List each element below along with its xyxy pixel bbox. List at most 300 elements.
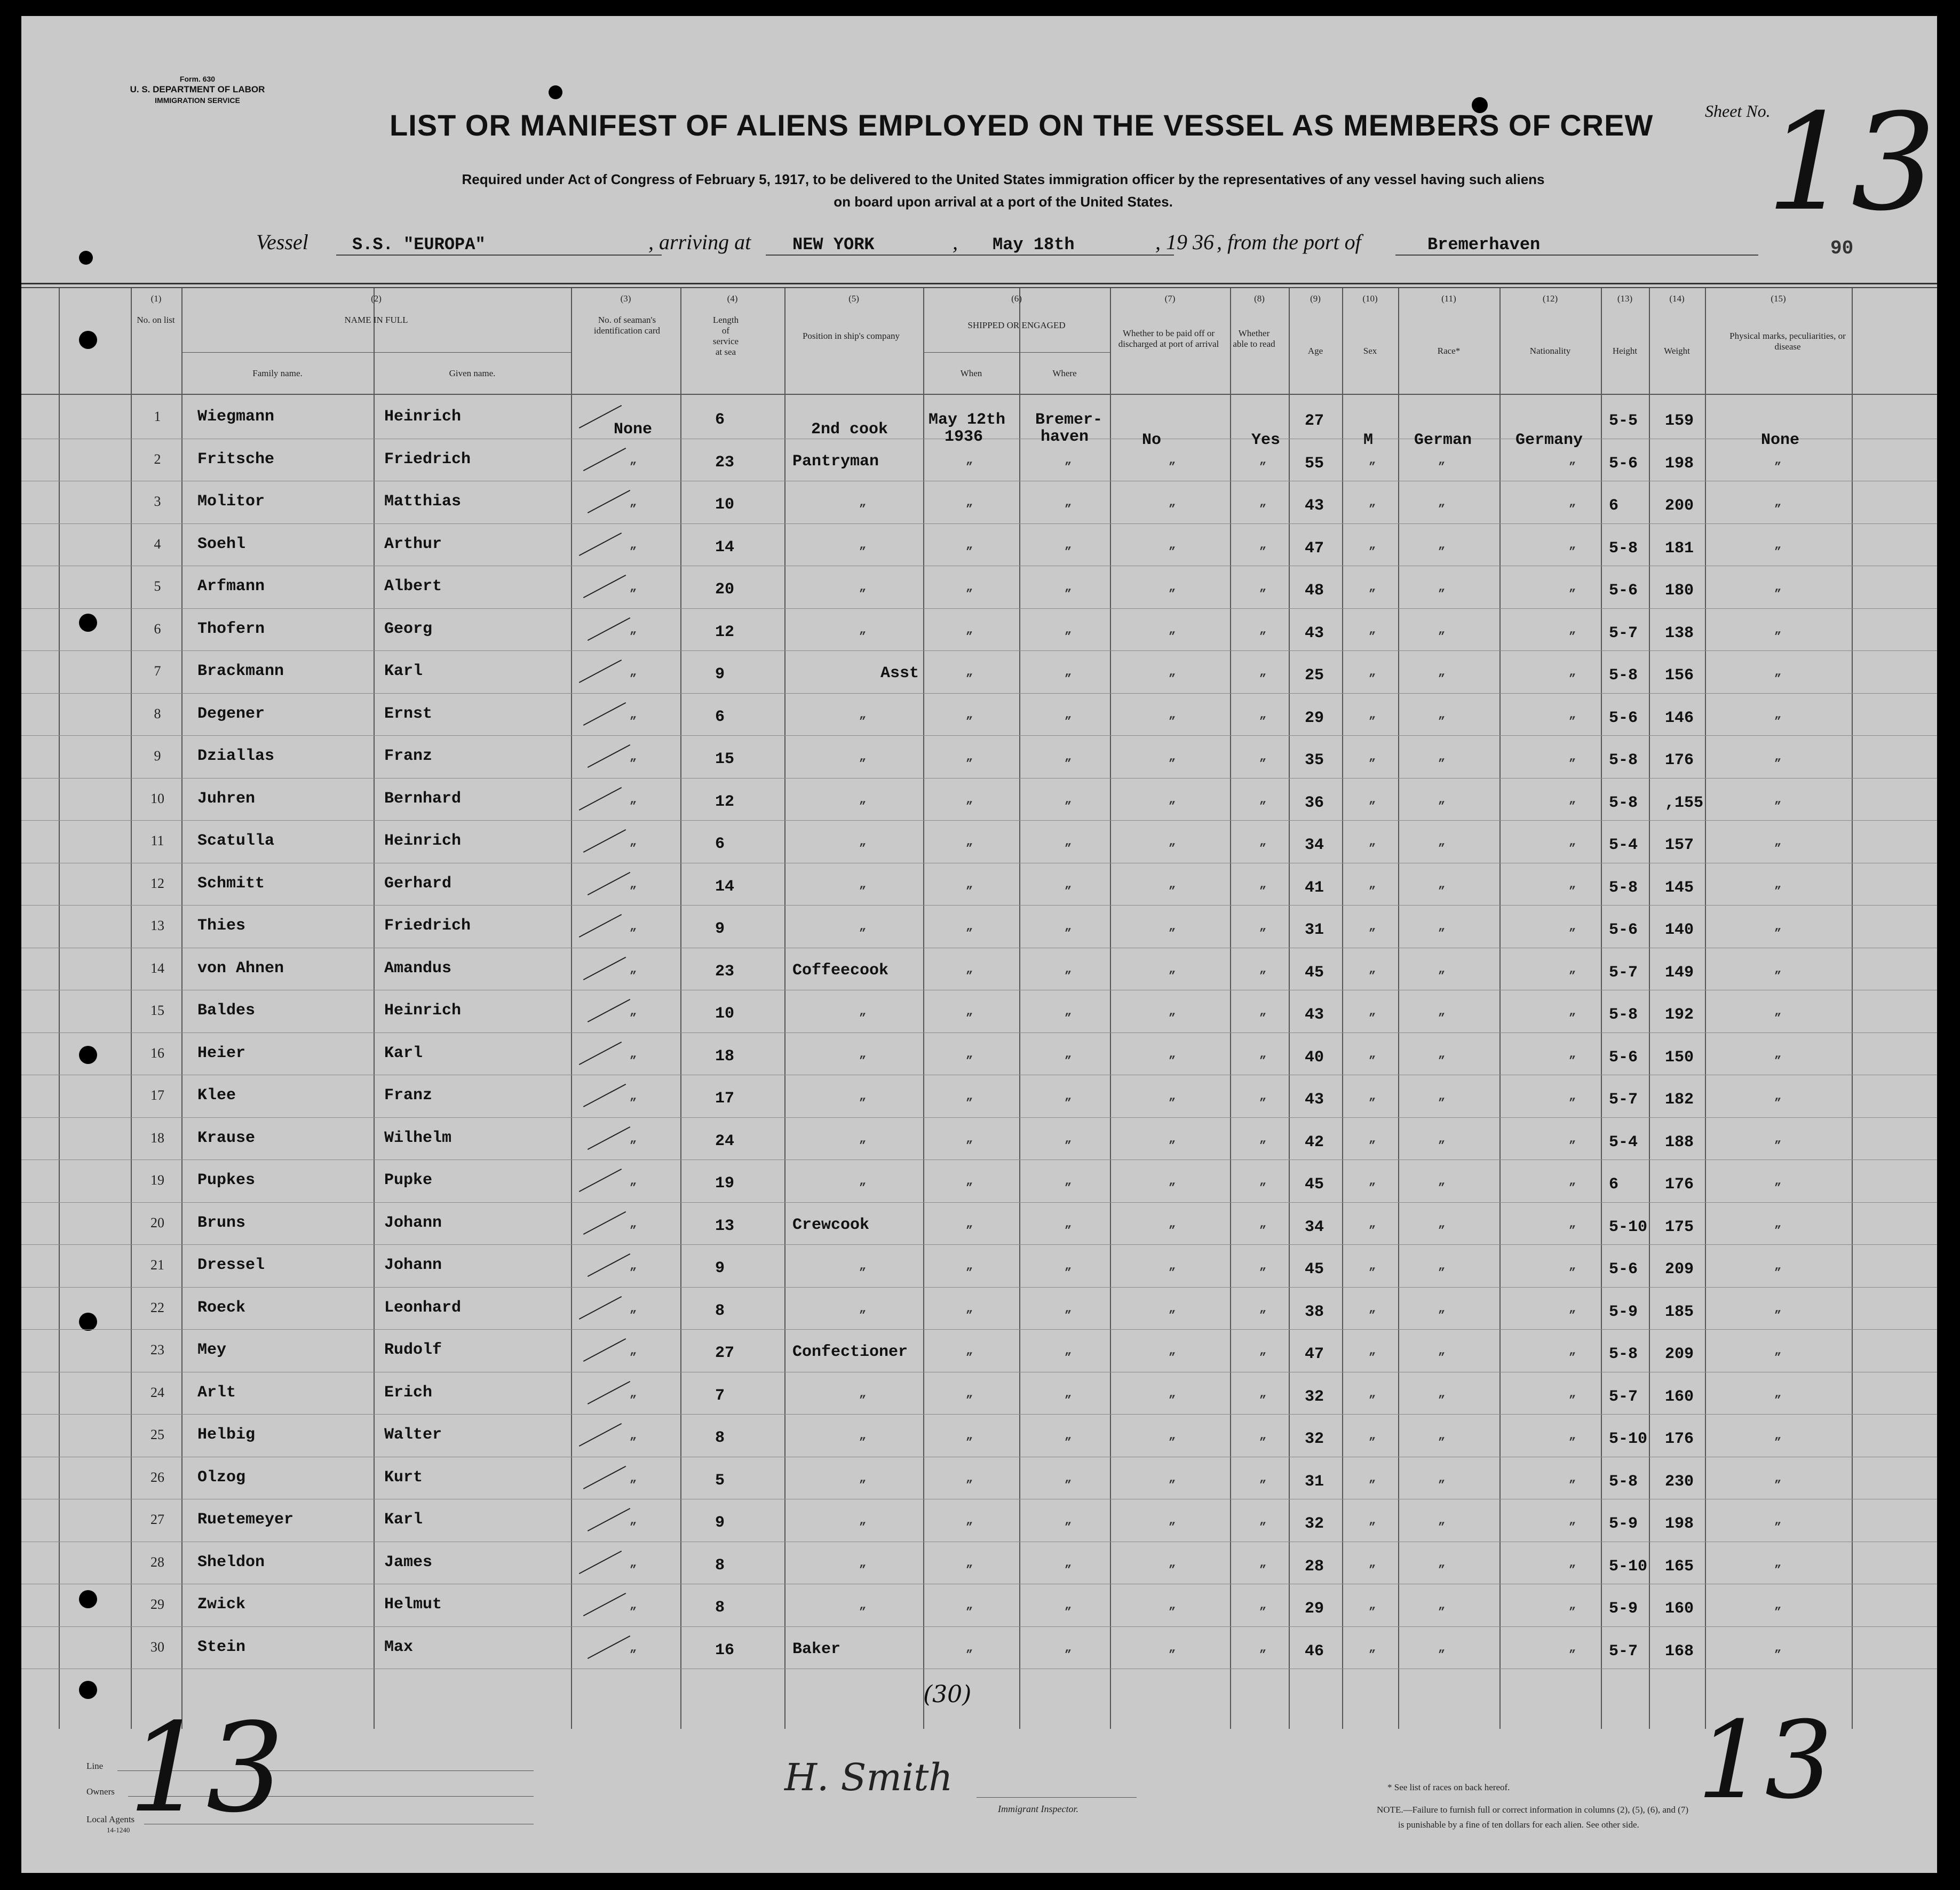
height: 5-6: [1609, 454, 1638, 473]
ditto-mark: „: [1569, 792, 1576, 806]
ditto-mark: „: [859, 1471, 867, 1485]
service-years: 5: [715, 1471, 725, 1490]
ditto-mark: „: [1369, 835, 1376, 848]
ditto-mark: „: [859, 1090, 867, 1103]
ditto-mark: „: [1774, 453, 1782, 467]
ditto-mark: „: [1569, 962, 1576, 976]
height: 6: [1609, 1176, 1619, 1194]
ditto-mark: „: [859, 623, 867, 637]
column-number: (6): [1011, 293, 1022, 304]
header-height: Height: [1612, 346, 1638, 356]
ditto-mark: „: [1169, 453, 1176, 467]
given-name: Karl: [384, 662, 423, 680]
ditto-mark: „: [859, 1005, 867, 1018]
ditto-mark: „: [630, 496, 637, 509]
ditto-mark: „: [1169, 1217, 1176, 1230]
ditto-mark: „: [1774, 920, 1782, 933]
card-slash-mark: [583, 1084, 626, 1107]
ditto-mark: „: [630, 1259, 637, 1273]
ditto-mark: „: [1259, 1599, 1267, 1612]
ditto-mark: „: [1369, 1641, 1376, 1655]
family-name: von Ahnen: [197, 959, 284, 978]
ditto-mark: „: [1259, 792, 1267, 806]
age: 45: [1305, 1176, 1324, 1194]
ditto-mark: „: [1259, 1344, 1267, 1357]
ditto-mark: „: [1169, 1132, 1176, 1146]
row-number: 2: [154, 451, 161, 467]
ditto-mark: „: [859, 1259, 867, 1273]
given-name: Max: [384, 1638, 414, 1656]
given-name: Ernst: [384, 704, 433, 723]
weight: 138: [1665, 624, 1694, 642]
row-number: 20: [150, 1214, 164, 1230]
row-number: 11: [150, 833, 164, 848]
ditto-mark: „: [1438, 1386, 1446, 1400]
ditto-mark: „: [1774, 1005, 1782, 1018]
ditto-mark: „: [1065, 496, 1072, 509]
weight: 159: [1665, 412, 1694, 430]
row-number: 13: [150, 918, 164, 933]
ditto-mark: „: [1774, 623, 1782, 637]
ditto-mark: „: [1774, 708, 1782, 721]
ditto-mark: „: [859, 792, 867, 806]
ditto-mark: „: [1259, 453, 1267, 467]
ditto-mark: „: [859, 750, 867, 764]
ditto-mark: „: [1569, 877, 1576, 891]
age: 31: [1305, 921, 1324, 939]
ditto-mark: „: [966, 750, 973, 764]
ditto-mark: „: [1774, 1344, 1782, 1357]
ditto-mark: „: [1569, 665, 1576, 679]
weight: 165: [1665, 1557, 1694, 1576]
ditto-mark: „: [1438, 581, 1446, 594]
ditto-mark: „: [1438, 1005, 1446, 1018]
ditto-mark: „: [1369, 920, 1376, 933]
ditto-mark: „: [1065, 1386, 1072, 1400]
ditto-mark: „: [1438, 1471, 1446, 1485]
given-name: Walter: [384, 1426, 442, 1444]
ditto-mark: „: [1169, 623, 1176, 637]
ditto-mark: „: [1438, 1217, 1446, 1230]
ditto-mark: „: [1569, 920, 1576, 933]
ditto-mark: „: [1569, 1514, 1576, 1527]
column-rule: [1705, 288, 1706, 1729]
comma-sep: ,: [953, 230, 958, 254]
weight: 185: [1665, 1303, 1694, 1321]
ditto-mark: „: [966, 1599, 973, 1612]
year-value: 36: [1193, 230, 1214, 254]
card-slash-mark: [588, 1253, 630, 1277]
height: 5-7: [1609, 624, 1638, 642]
row-number: 27: [150, 1512, 164, 1527]
age: 48: [1305, 582, 1324, 600]
card-slash-mark: [579, 1296, 622, 1319]
weight: 176: [1665, 751, 1694, 769]
service-years: 8: [715, 1301, 725, 1320]
given-name: Johann: [384, 1256, 442, 1274]
ditto-mark: „: [630, 877, 637, 891]
family-name: Klee: [197, 1086, 236, 1105]
ditto-mark: „: [1259, 962, 1267, 976]
column-rule: [131, 288, 132, 1729]
given-name: Franz: [384, 1086, 433, 1105]
row-number: 4: [154, 536, 161, 552]
height: 5-4: [1609, 1133, 1638, 1152]
ditto-mark: „: [1774, 1259, 1782, 1273]
given-name: Johann: [384, 1213, 442, 1232]
given-name: Helmut: [384, 1595, 442, 1614]
family-name: Soehl: [197, 535, 246, 553]
ditto-mark: „: [1438, 792, 1446, 806]
weight: 149: [1665, 963, 1694, 982]
row1-when-line2: 1936: [945, 428, 983, 446]
ditto-mark: „: [630, 1005, 637, 1018]
service-years: 6: [715, 411, 725, 429]
ditto-mark: „: [966, 1217, 973, 1230]
family-name: Helbig: [197, 1426, 256, 1444]
weight: 160: [1665, 1600, 1694, 1618]
given-name: Wilhelm: [384, 1129, 452, 1147]
ditto-mark: „: [1774, 877, 1782, 891]
ditto-mark: „: [1569, 1429, 1576, 1442]
given-name: Franz: [384, 747, 433, 765]
service-years: 17: [715, 1090, 735, 1108]
row-rule: [21, 905, 1937, 906]
ditto-mark: „: [1369, 453, 1376, 467]
ditto-mark: „: [1774, 1599, 1782, 1612]
card-slash-mark: [588, 871, 630, 895]
age: 27: [1305, 412, 1324, 430]
ditto-mark: „: [1774, 1301, 1782, 1315]
ditto-mark: „: [1259, 496, 1267, 509]
service-years: 6: [715, 835, 725, 853]
column-rule: [680, 288, 681, 1729]
row1-where-line1: Bremer-: [1035, 411, 1103, 429]
column-number: (14): [1669, 293, 1685, 304]
card-slash-mark: [579, 1041, 622, 1065]
ditto-mark: „: [1438, 920, 1446, 933]
ditto-mark: „: [1065, 1514, 1072, 1527]
ditto-mark: „: [1774, 1641, 1782, 1655]
weight: 176: [1665, 1430, 1694, 1448]
service-years: 9: [715, 920, 725, 938]
ditto-mark: „: [1438, 1090, 1446, 1103]
ditto-mark: „: [630, 708, 637, 721]
ditto-mark: „: [1065, 623, 1072, 637]
footer-line-label: Line: [86, 1761, 104, 1771]
ditto-mark: „: [630, 1301, 637, 1315]
ditto-mark: „: [1065, 1471, 1072, 1485]
row-number: 21: [150, 1257, 164, 1273]
ditto-mark: „: [1169, 1514, 1176, 1527]
row-number: 29: [150, 1597, 164, 1612]
card-slash-mark: [583, 575, 626, 598]
ditto-mark: „: [1169, 1386, 1176, 1400]
service-years: 6: [715, 708, 725, 726]
crew-total: (30): [923, 1681, 972, 1708]
ditto-mark: „: [1065, 877, 1072, 891]
position: Confectioner: [792, 1343, 908, 1361]
ditto-mark: „: [966, 920, 973, 933]
handwritten-number-left: 13: [128, 1697, 284, 1840]
ditto-mark: „: [1169, 1344, 1176, 1357]
card-slash-mark: [588, 1635, 630, 1658]
height: 5-8: [1609, 1345, 1638, 1363]
ditto-mark: „: [1065, 750, 1072, 764]
row1-race: German: [1414, 431, 1472, 449]
ditto-mark: „: [1065, 1301, 1072, 1315]
arrival-date: May 18th: [971, 235, 1174, 256]
ditto-mark: „: [1065, 581, 1072, 594]
ditto-mark: „: [1438, 496, 1446, 509]
ditto-mark: „: [966, 1047, 973, 1061]
header-seaman-card: No. of seaman's identification card: [593, 315, 661, 336]
card-slash-mark: [583, 1465, 626, 1489]
column-number: (5): [848, 293, 859, 304]
ditto-mark: „: [1369, 1217, 1376, 1230]
subtitle-line-1: Required under Act of Congress of February 5, 1917, to be delivered to the United States immigration officer by the representatives of any vessel having such aliens: [462, 171, 1545, 187]
family-name: Molitor: [197, 493, 265, 511]
punch-hole: [79, 1681, 97, 1699]
position: Coffeecook: [792, 961, 889, 980]
column-number: (11): [1441, 293, 1456, 304]
ditto-mark: „: [1259, 1514, 1267, 1527]
ditto-mark: „: [1569, 1556, 1576, 1570]
family-name: Degener: [197, 704, 265, 723]
ditto-mark: „: [1169, 1090, 1176, 1103]
ditto-mark: „: [1369, 792, 1376, 806]
family-name: Heier: [197, 1044, 246, 1062]
card-slash-mark: [588, 1126, 630, 1149]
card-slash-mark: [579, 787, 622, 810]
row-rule: [21, 693, 1937, 694]
ditto-mark: „: [859, 1301, 867, 1315]
column-rule: [1398, 288, 1399, 1729]
column-number: (4): [727, 293, 738, 304]
service-years: 12: [715, 792, 735, 811]
ditto-mark: „: [1259, 1301, 1267, 1315]
position: Crewcook: [792, 1216, 870, 1234]
age: 34: [1305, 1218, 1324, 1236]
height: 5-6: [1609, 582, 1638, 600]
card-slash-mark: [588, 999, 630, 1022]
ditto-mark: „: [1169, 1641, 1176, 1655]
ditto-mark: „: [630, 1132, 637, 1146]
row-rule: [21, 608, 1937, 609]
ditto-mark: „: [1169, 581, 1176, 594]
ditto-mark: „: [1065, 1047, 1072, 1061]
row-number: 22: [150, 1299, 164, 1315]
arriving-label: , arriving at: [648, 230, 751, 254]
family-name: Wiegmann: [197, 408, 275, 426]
weight: 198: [1665, 454, 1694, 473]
row-rule: [21, 1117, 1937, 1118]
age: 41: [1305, 878, 1324, 897]
row-number: 5: [154, 578, 161, 594]
family-name: Pupkes: [197, 1171, 256, 1189]
handwritten-number-right: 13: [1697, 1698, 1833, 1823]
age: 55: [1305, 454, 1324, 473]
ditto-mark: „: [1774, 1217, 1782, 1230]
ditto-mark: „: [630, 962, 637, 976]
height: 5-8: [1609, 1006, 1638, 1024]
family-name: Fritsche: [197, 450, 275, 468]
ditto-mark: „: [1774, 1514, 1782, 1527]
ditto-mark: „: [1065, 835, 1072, 848]
given-name: Arthur: [384, 535, 442, 553]
row-number: 24: [150, 1384, 164, 1400]
column-number: (15): [1771, 293, 1786, 304]
ditto-mark: „: [966, 581, 973, 594]
card-slash-mark: [579, 532, 622, 555]
family-name: Dressel: [197, 1256, 265, 1274]
age: 40: [1305, 1048, 1324, 1067]
header-no-on-list: No. on list: [137, 315, 175, 325]
weight: 156: [1665, 666, 1694, 685]
ditto-mark: „: [1569, 1599, 1576, 1612]
ditto-mark: „: [859, 877, 867, 891]
ditto-mark: „: [1259, 1217, 1267, 1230]
ditto-mark: „: [1259, 1047, 1267, 1061]
ditto-mark: „: [1065, 1556, 1072, 1570]
ditto-mark: „: [1438, 1301, 1446, 1315]
ditto-mark: „: [859, 496, 867, 509]
ditto-mark: „: [1259, 920, 1267, 933]
column-rule: [1110, 288, 1111, 1729]
service-years: 18: [715, 1047, 735, 1066]
row1-seaman-card: None: [614, 420, 653, 439]
ditto-mark: „: [1259, 1132, 1267, 1146]
ditto-mark: „: [1369, 1259, 1376, 1273]
ditto-mark: „: [1169, 750, 1176, 764]
service-years: 24: [715, 1132, 735, 1150]
family-name: Roeck: [197, 1298, 246, 1317]
given-name: Rudolf: [384, 1341, 442, 1359]
row-rule: [21, 650, 1937, 651]
column-rule: [374, 288, 375, 1729]
ditto-mark: „: [1774, 538, 1782, 552]
ditto-mark: „: [1774, 1386, 1782, 1400]
ditto-mark: „: [1569, 835, 1576, 848]
weight: 140: [1665, 921, 1694, 939]
card-slash-mark: [583, 956, 626, 980]
ditto-mark: „: [1065, 665, 1072, 679]
row-number: 28: [150, 1554, 164, 1570]
header-length-service: Length of service at sea: [712, 315, 739, 357]
ditto-mark: „: [966, 623, 973, 637]
ditto-mark: „: [859, 1132, 867, 1146]
ditto-mark: „: [966, 1514, 973, 1527]
ditto-mark: „: [1369, 1132, 1376, 1146]
ditto-mark: „: [1438, 1556, 1446, 1570]
ditto-mark: „: [1169, 1174, 1176, 1188]
ditto-mark: „: [1169, 1599, 1176, 1612]
ditto-mark: „: [1774, 1471, 1782, 1485]
ditto-mark: „: [1438, 877, 1446, 891]
family-name: Zwick: [197, 1595, 246, 1614]
family-name: Olzog: [197, 1468, 246, 1487]
ditto-mark: „: [630, 792, 637, 806]
row-number: 15: [150, 1003, 164, 1018]
card-slash-mark: [583, 447, 626, 471]
name-subheader-rule: [181, 352, 571, 353]
weight: 176: [1665, 1176, 1694, 1194]
row1-physical: None: [1761, 431, 1800, 449]
header-shipped: SHIPPED OR ENGAGED: [967, 320, 1066, 330]
ditto-mark: „: [1169, 1259, 1176, 1273]
ditto-mark: „: [859, 1386, 867, 1400]
column-number: (13): [1617, 293, 1633, 304]
ditto-mark: „: [1438, 1429, 1446, 1442]
vessel-name: S.S. "EUROPA": [336, 235, 662, 256]
ditto-mark: „: [1438, 1174, 1446, 1188]
header-when: When: [960, 368, 982, 378]
ditto-mark: „: [1259, 1386, 1267, 1400]
card-slash-mark: [579, 660, 622, 683]
given-name: James: [384, 1553, 433, 1571]
height: 5-5: [1609, 412, 1638, 430]
ditto-mark: „: [1369, 1047, 1376, 1061]
ditto-mark: „: [630, 581, 637, 594]
family-name: Krause: [197, 1129, 256, 1147]
ditto-mark: „: [859, 1429, 867, 1442]
age: 43: [1305, 497, 1324, 515]
age: 45: [1305, 963, 1324, 982]
height: 5-6: [1609, 1048, 1638, 1067]
ditto-mark: „: [630, 920, 637, 933]
age: 38: [1305, 1303, 1324, 1321]
ditto-mark: „: [630, 1429, 637, 1442]
ditto-mark: „: [1169, 962, 1176, 976]
ditto-mark: „: [966, 1641, 973, 1655]
ditto-mark: „: [630, 623, 637, 637]
position: Asst: [880, 664, 919, 682]
row-number: 6: [154, 621, 161, 637]
given-name: Erich: [384, 1383, 433, 1402]
row-number: 19: [150, 1172, 164, 1188]
ditto-mark: „: [1369, 538, 1376, 552]
ditto-mark: „: [966, 1132, 973, 1146]
family-name: Mey: [197, 1341, 227, 1359]
subtitle-line-2: on board upon arrival at a port of the United States.: [834, 194, 1173, 210]
age: 43: [1305, 624, 1324, 642]
ditto-mark: „: [1569, 750, 1576, 764]
ditto-mark: „: [966, 496, 973, 509]
corner-number: 90: [1830, 237, 1854, 259]
ditto-mark: „: [1259, 538, 1267, 552]
form-number: Form. 630: [179, 75, 216, 83]
family-name: Thies: [197, 917, 246, 935]
age: 35: [1305, 751, 1324, 769]
ditto-mark: „: [1259, 1005, 1267, 1018]
ditto-mark: „: [1169, 496, 1176, 509]
header-nationality: Nationality: [1529, 346, 1571, 356]
given-name: Karl: [384, 1511, 423, 1529]
service-years: 9: [715, 1514, 725, 1532]
vessel-label: Vessel: [256, 230, 308, 254]
height: 5-9: [1609, 1600, 1638, 1618]
ditto-mark: „: [1369, 962, 1376, 976]
ditto-mark: „: [630, 1514, 637, 1527]
ditto-mark: „: [1259, 581, 1267, 594]
height: 5-10: [1609, 1430, 1648, 1448]
ditto-mark: „: [1369, 623, 1376, 637]
ditto-mark: „: [1169, 877, 1176, 891]
ditto-mark: „: [1369, 581, 1376, 594]
header-age: Age: [1307, 346, 1323, 356]
ditto-mark: „: [966, 1259, 973, 1273]
ditto-mark: „: [1169, 665, 1176, 679]
